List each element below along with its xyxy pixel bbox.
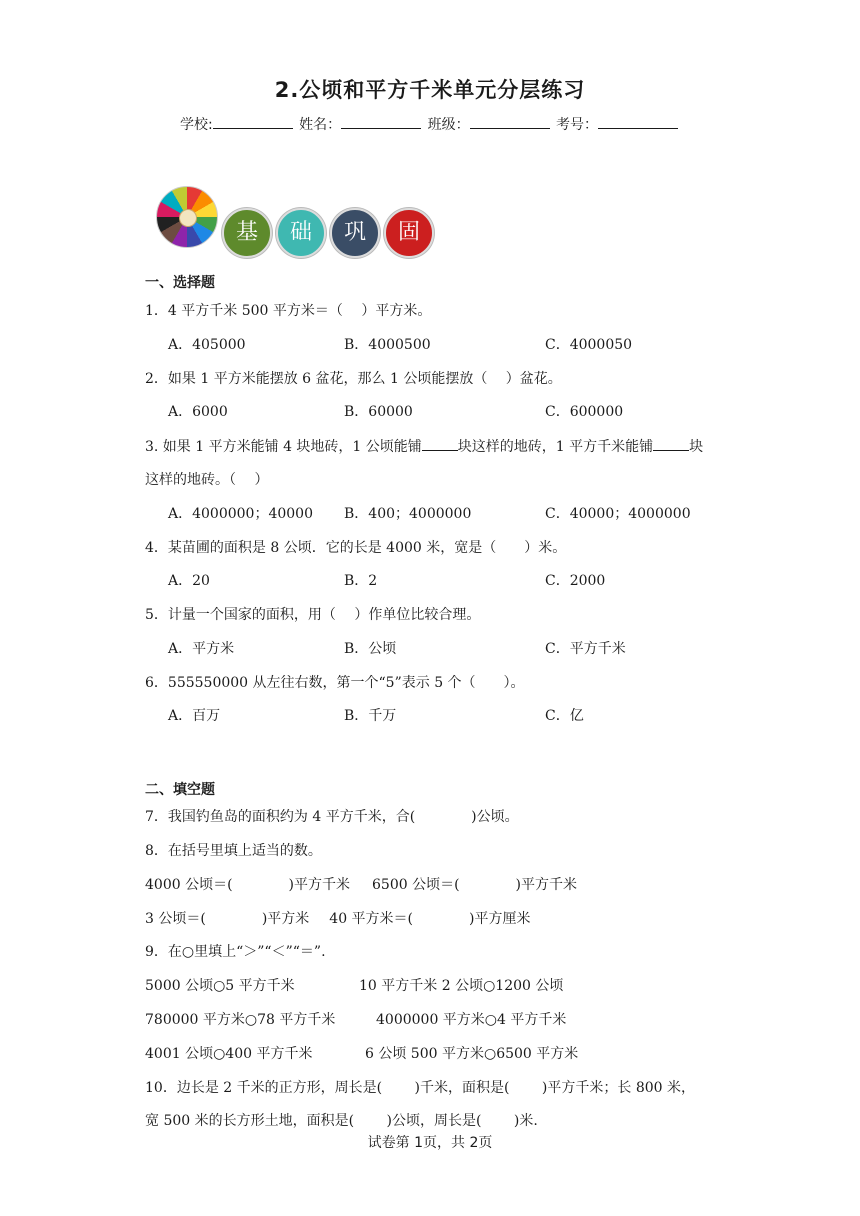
question-9-item-a: 5000 公顷○5 平方千米 xyxy=(145,978,295,994)
question-3-part-1: 3. 如果 1 平方米能铺 4 块地砖，1 公顷能铺 xyxy=(145,439,422,455)
option-b[interactable]: B．2 xyxy=(344,573,378,589)
question-8-item-c: 3 公顷＝( )平方米 xyxy=(145,911,310,927)
school-blank[interactable] xyxy=(213,116,293,129)
question-2: 2．如果 1 平方米能摆放 6 盆花，那么 1 公顷能摆放（ ）盆花。 xyxy=(145,371,562,387)
option-a[interactable]: A．405000 xyxy=(168,337,246,353)
class-blank[interactable] xyxy=(470,116,550,129)
answer-blank[interactable] xyxy=(422,438,458,451)
section-heading-fill: 二、填空题 xyxy=(145,782,215,798)
answer-blank[interactable] xyxy=(653,438,689,451)
name-blank[interactable] xyxy=(341,116,421,129)
question-8-row-2 xyxy=(145,908,530,928)
option-c[interactable]: C．600000 xyxy=(545,404,624,420)
option-b[interactable]: B．400；4000000 xyxy=(344,506,472,522)
option-b[interactable]: B．公顷 xyxy=(344,641,397,657)
option-a[interactable]: A．平方米 xyxy=(168,641,235,657)
question-4: 4．某苗圃的面积是 8 公顷．它的长是 4000 米，宽是（ ）米。 xyxy=(145,540,567,556)
name-label: 姓名： xyxy=(299,117,342,133)
option-a[interactable]: A．20 xyxy=(168,573,210,589)
question-9-item-f: 6 公顷 500 平方米○6500 平方米 xyxy=(365,1046,579,1062)
option-a[interactable]: A．百万 xyxy=(168,708,221,724)
student-info-line xyxy=(0,114,860,134)
option-c[interactable]: C．亿 xyxy=(545,708,584,724)
exam-number-label: 考号： xyxy=(556,117,599,133)
question-9-item-c: 780000 平方米○78 平方千米 xyxy=(145,1012,336,1028)
badge-gu: 固 xyxy=(384,208,434,258)
option-a[interactable]: A．6000 xyxy=(168,404,228,420)
question-10-line-2: 宽 500 米的长方形土地，面积是( )公顷，周长是( )米. xyxy=(145,1113,538,1129)
exam-number-blank[interactable] xyxy=(598,116,678,129)
option-b[interactable]: B．60000 xyxy=(344,404,413,420)
question-4-options xyxy=(168,570,768,590)
page-footer: 试卷第 1页，共 2页 xyxy=(367,1135,493,1151)
question-6-options xyxy=(168,705,768,725)
option-c[interactable]: C．平方千米 xyxy=(545,641,626,657)
option-c[interactable]: C．2000 xyxy=(545,573,606,589)
question-3-line-2: 这样的地砖。（ ） xyxy=(145,472,269,488)
question-3-line-1 xyxy=(145,436,703,456)
badge-gong: 巩 xyxy=(330,208,380,258)
question-9-item-e: 4001 公顷○400 平方千米 xyxy=(145,1046,313,1062)
question-3-part-3: 块 xyxy=(689,439,704,455)
question-8: 8．在括号里填上适当的数。 xyxy=(145,843,322,859)
class-label: 班级： xyxy=(427,117,470,133)
question-5-options xyxy=(168,638,768,658)
badge-chu: 础 xyxy=(276,208,326,258)
question-1-options xyxy=(168,334,768,354)
question-1: 1．4 平方千米 500 平方米＝（ ）平方米。 xyxy=(145,303,432,319)
question-8-item-a: 4000 公顷＝( )平方千米 xyxy=(145,877,351,893)
question-7: 7．我国钓鱼岛的面积约为 4 平方千米，合( )公顷。 xyxy=(145,809,519,825)
question-9-item-d: 4000000 平方米○4 平方千米 xyxy=(376,1012,567,1028)
question-9-row-1 xyxy=(145,975,295,995)
question-8-item-d: 40 平方米＝( )平方厘米 xyxy=(329,911,531,927)
question-5: 5．计量一个国家的面积，用（ ）作单位比较合理。 xyxy=(145,607,481,623)
question-9: 9．在○里填上“＞”“＜”“＝”. xyxy=(145,944,326,960)
school-label: 学校: xyxy=(179,117,213,133)
question-10-line-1: 10．边长是 2 千米的正方形，周长是( )千米，面积是( )平方千米；长 800 米， xyxy=(145,1080,695,1096)
section-badge-banner xyxy=(156,186,446,258)
option-c[interactable]: C．40000；4000000 xyxy=(545,506,691,522)
option-b[interactable]: B．4000500 xyxy=(344,337,431,353)
question-6: 6．555550000 从左往右数，第一个“5”表示 5 个（ ）。 xyxy=(145,675,525,691)
section-heading-choice: 一、选择题 xyxy=(145,275,215,291)
colored-pencils-icon xyxy=(156,186,218,248)
question-3-options xyxy=(168,503,768,523)
badge-ji: 基 xyxy=(222,208,272,258)
question-9-item-b: 10 平方千米 2 公顷○1200 公顷 xyxy=(359,978,564,994)
option-a[interactable]: A．4000000；40000 xyxy=(168,506,313,522)
question-3-part-2: 块这样的地砖，1 平方千米能铺 xyxy=(457,439,654,455)
option-c[interactable]: C．4000050 xyxy=(545,337,633,353)
question-8-item-b: 6500 公顷＝( )平方千米 xyxy=(372,877,578,893)
page-title: 2.公顷和平方千米单元分层练习 xyxy=(274,78,586,102)
question-2-options xyxy=(168,401,768,421)
question-8-row-1 xyxy=(145,874,577,894)
option-b[interactable]: B．千万 xyxy=(344,708,397,724)
